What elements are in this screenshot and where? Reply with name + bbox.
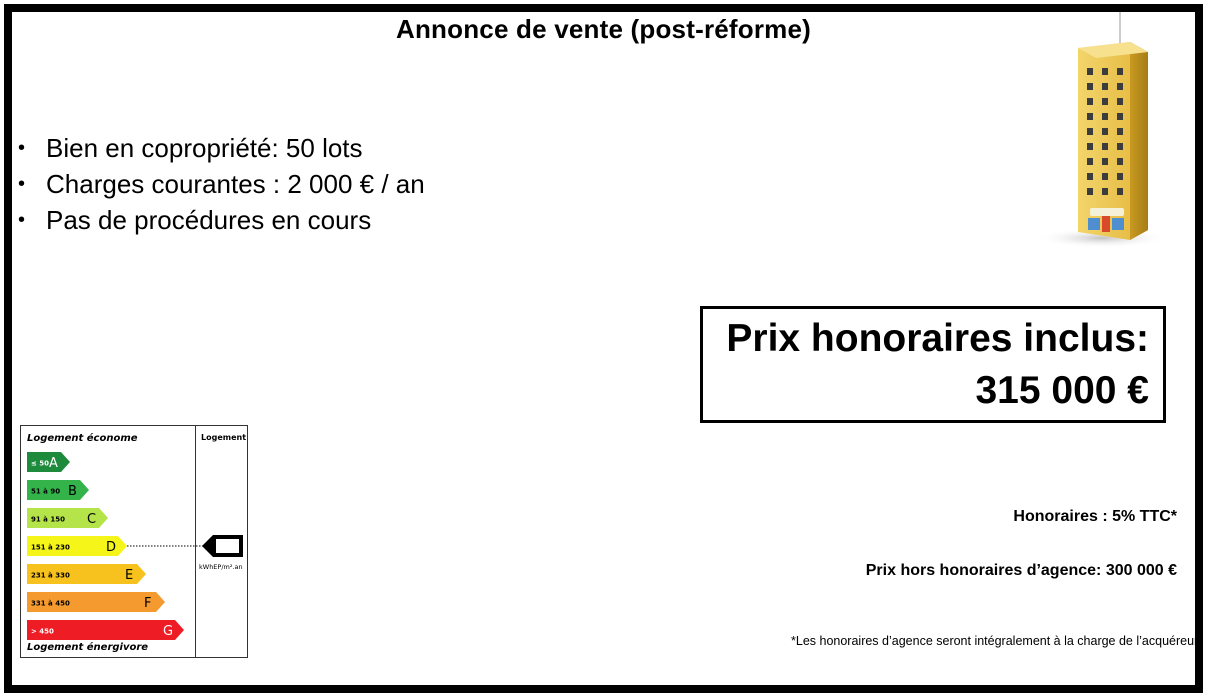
energy-class-letter: C [87,512,97,527]
window-shape [1087,188,1093,195]
energy-class-range: ≤ 50 [31,459,50,468]
window-shape [1087,83,1093,90]
window-shape [1117,68,1123,75]
energy-class-letter: B [68,484,77,499]
window-shape [1087,68,1093,75]
window-shape [1087,128,1093,135]
list-item-label: Charges courantes : 2 000 € / an [46,169,425,199]
energy-class-letter: F [144,596,152,611]
price-value: 315 000 € [975,369,1149,412]
energy-class-letter: D [106,540,117,555]
energy-class-range: > 450 [31,627,54,636]
window-shape [1102,188,1108,195]
window-shape [1087,173,1093,180]
building-icon [1030,8,1170,248]
price-box [700,306,1166,423]
price-label: Prix honoraires inclus: [726,317,1149,360]
list-item [18,202,425,238]
window-shape [1102,113,1108,120]
window-shape [1102,98,1108,105]
window-shape [1087,143,1093,150]
energy-label [20,425,248,658]
list-item-label: Pas de procédures en cours [46,205,372,235]
property-features-list [18,130,425,238]
window-shape [1117,98,1123,105]
energy-class-range: 91 à 150 [31,515,65,524]
net-price-text: Prix hors honoraires d’agence: 300 000 € [865,562,1177,579]
energy-class-range: 51 à 90 [31,487,61,496]
window-shape [1102,158,1108,165]
window-shape [1102,128,1108,135]
energy-class-range: 151 à 230 [31,543,70,552]
window-shape [1102,173,1108,180]
window-shape [1087,113,1093,120]
energy-unit: kWhEP/m².an [199,563,243,571]
fees-text: Honoraires : 5% TTC* [1013,508,1177,525]
energy-class-letter: E [125,568,134,583]
window-shape [1117,143,1123,150]
window-shape [1102,83,1108,90]
window-shape [1087,98,1093,105]
window-shape [1102,68,1108,75]
energy-class-letter: A [49,456,58,471]
bullet-icon: • [18,209,26,231]
energy-class-letter: G [163,624,174,639]
energy-indicator-value-box [216,539,239,553]
energy-class-range: 331 à 450 [31,599,70,608]
energy-label-column-header: Logement [201,433,247,442]
window-shape [1117,113,1123,120]
list-item-label: Bien en copropriété: 50 lots [46,133,363,163]
window-shape [1117,173,1123,180]
bullet-icon: • [18,173,26,195]
bullet-icon: • [18,137,26,159]
energy-class-range: 231 à 330 [31,571,70,580]
list-item [18,166,425,202]
window-shape [1117,128,1123,135]
page-title: Annonce de vente (post-réforme) [395,14,812,44]
window-shape [1117,158,1123,165]
window-shape [1102,143,1108,150]
window-grid [1087,68,1123,195]
energy-label-header: Logement économe [27,433,138,444]
window-shape [1117,83,1123,90]
footnote-text: *Les honoraires d’agence seront intégralement à la charge de l’acquéreur. [791,634,1201,648]
list-item [18,130,425,166]
window-shape [1087,158,1093,165]
energy-class-bars [21,426,249,659]
energy-label-footer: Logement énergivore [27,642,149,653]
window-shape [1117,188,1123,195]
